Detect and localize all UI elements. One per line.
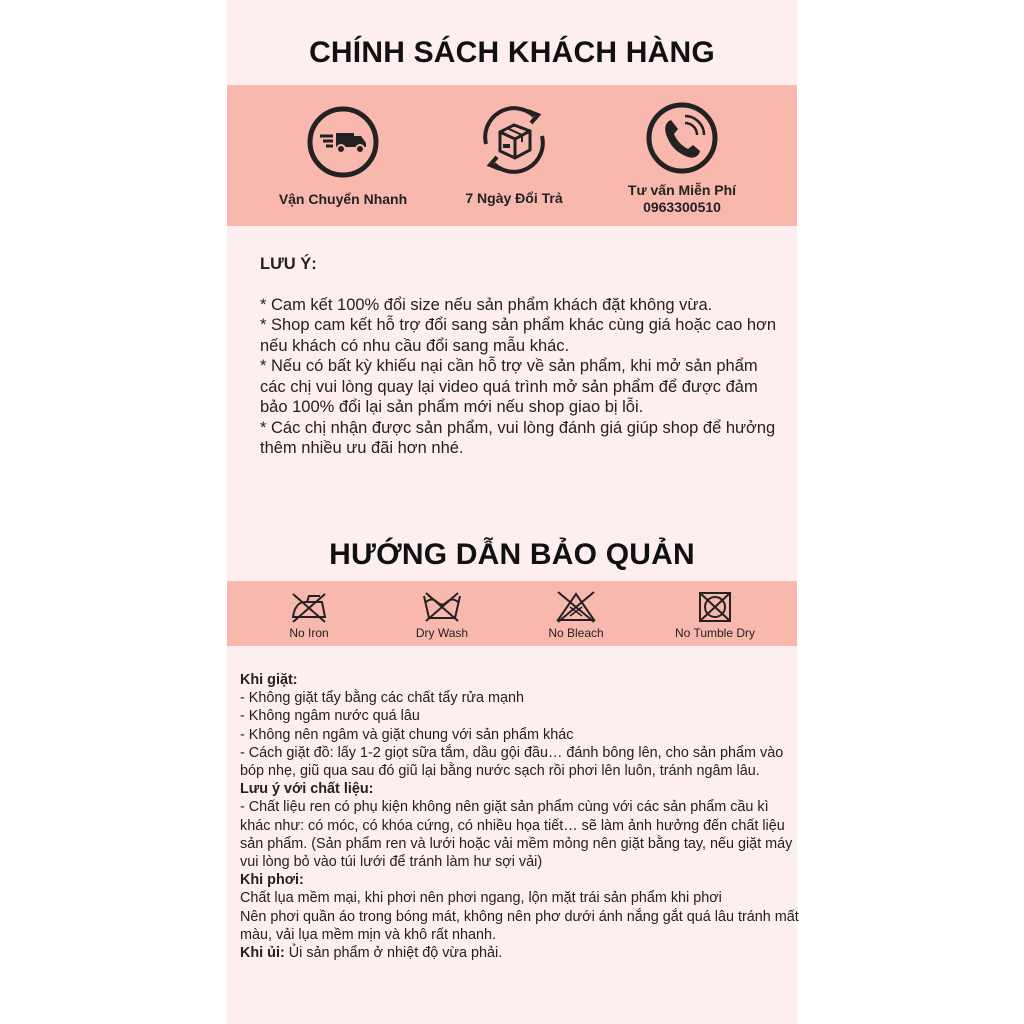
drying-heading: Khi phơi: <box>240 872 304 889</box>
note-item: * Nếu có bất kỳ khiếu nại cần hỗ trợ về sản phẩm, khi mở sản phẩm các chị vui lòng quay lại video quá trình mở sản phẩm để được đảm bảo 100% đổi lại sản phẩm mới nếu shop giao bị lỗi. <box>260 357 758 416</box>
feature-consult <box>597 85 767 216</box>
no-bleach-icon <box>554 590 598 624</box>
policy-features-band <box>227 85 797 226</box>
fast-delivery-truck-icon <box>303 102 383 182</box>
product-info-panel <box>227 0 797 1024</box>
hotline-number: 0963300510 <box>643 199 721 215</box>
washing-item: - Không ngâm nước quá lâu <box>240 708 420 725</box>
care-no-bleach <box>506 581 646 640</box>
washing-item: - Không giặt tẩy bằng các chất tẩy rửa mạnh <box>240 690 525 707</box>
care-no-iron <box>239 581 379 640</box>
care-label: No Bleach <box>548 626 604 640</box>
material-item: - Chất liệu ren có phụ kiện không nên giặt sản phẩm cùng với các sản phẩm cầu kì khác như: có móc, có khóa cứng, có nhiều họa tiết… sẽ làm ảnh hưởng đến chất liệu sản phẩm. (Sản phẩm ren và lưới hoặc vải mềm mỏng nên giặt bằng tay, nếu giặt máy vui lòng bỏ vào túi lưới để tránh làm hư sợi vải) <box>240 799 793 871</box>
ironing-heading: Khi ủi: <box>240 945 285 962</box>
washing-item: - Không nên ngâm và giặt chung với sản phẩm khác <box>240 726 574 743</box>
notes-section <box>260 254 780 459</box>
care-no-tumble-dry <box>645 581 785 640</box>
note-item: * Các chị nhận được sản phẩm, vui lòng đánh giá giúp shop để hưởng thêm nhiều ưu đãi hơn nhé. <box>260 418 776 457</box>
policy-title: CHÍNH SÁCH KHÁCH HÀNG <box>309 36 715 69</box>
feature-label: 7 Ngày Đổi Trả <box>465 190 563 206</box>
return-box-icon <box>472 98 556 182</box>
ironing-text: Ủi sản phẩm ở nhiệt độ vừa phải. <box>288 945 503 962</box>
washing-item: - Cách giặt đồ: lấy 1-2 giọt sữa tắm, dầu gội đầu… đánh bông lên, cho sản phẩm vào bóp nhẹ, giũ qua sau đó giũ lại bằng nước sạch rồi phơi lên luôn, tránh ngâm lâu. <box>240 744 784 780</box>
care-title: HƯỚNG DẪN BẢO QUẢN <box>329 538 695 571</box>
care-dry-wash <box>372 581 512 640</box>
no-iron-icon <box>287 590 331 624</box>
care-label: No Tumble Dry <box>674 626 756 640</box>
notes-heading: LƯU Ý: <box>260 255 317 273</box>
drying-item: Chất lụa mềm mại, khi phơi nên phơi ngang, lộn mặt trái sản phẩm khi phơi <box>240 890 722 907</box>
feature-fast-delivery <box>258 85 428 208</box>
material-heading: Lưu ý với chất liệu: <box>240 781 374 798</box>
dry-wash-icon <box>420 590 464 624</box>
care-symbols-band <box>227 581 797 646</box>
no-tumble-dry-icon <box>693 590 737 624</box>
care-label: No Iron <box>289 626 329 640</box>
phone-icon <box>642 98 722 178</box>
note-item: * Shop cam kết hỗ trợ đổi sang sản phẩm khác cùng giá hoặc cao hơn nếu khách có nhu cầu đổi sang mẫu khác. <box>260 316 777 355</box>
washing-heading: Khi giặt: <box>240 672 298 688</box>
care-label: Dry Wash <box>415 626 469 640</box>
note-item: * Cam kết 100% đổi size nếu sản phẩm khách đặt không vừa. <box>260 295 713 314</box>
drying-item: Nên phơi quần áo trong bóng mát, không nên phơ dưới ánh nắng gắt quá lâu tránh mất màu, vải lụa mềm mịn và khô rất nhanh. <box>240 908 799 943</box>
feature-return <box>429 85 599 207</box>
care-guide <box>240 671 800 962</box>
feature-label: Tư vấn Miễn Phí <box>627 182 737 198</box>
feature-label: Vận Chuyển Nhanh <box>278 191 408 207</box>
